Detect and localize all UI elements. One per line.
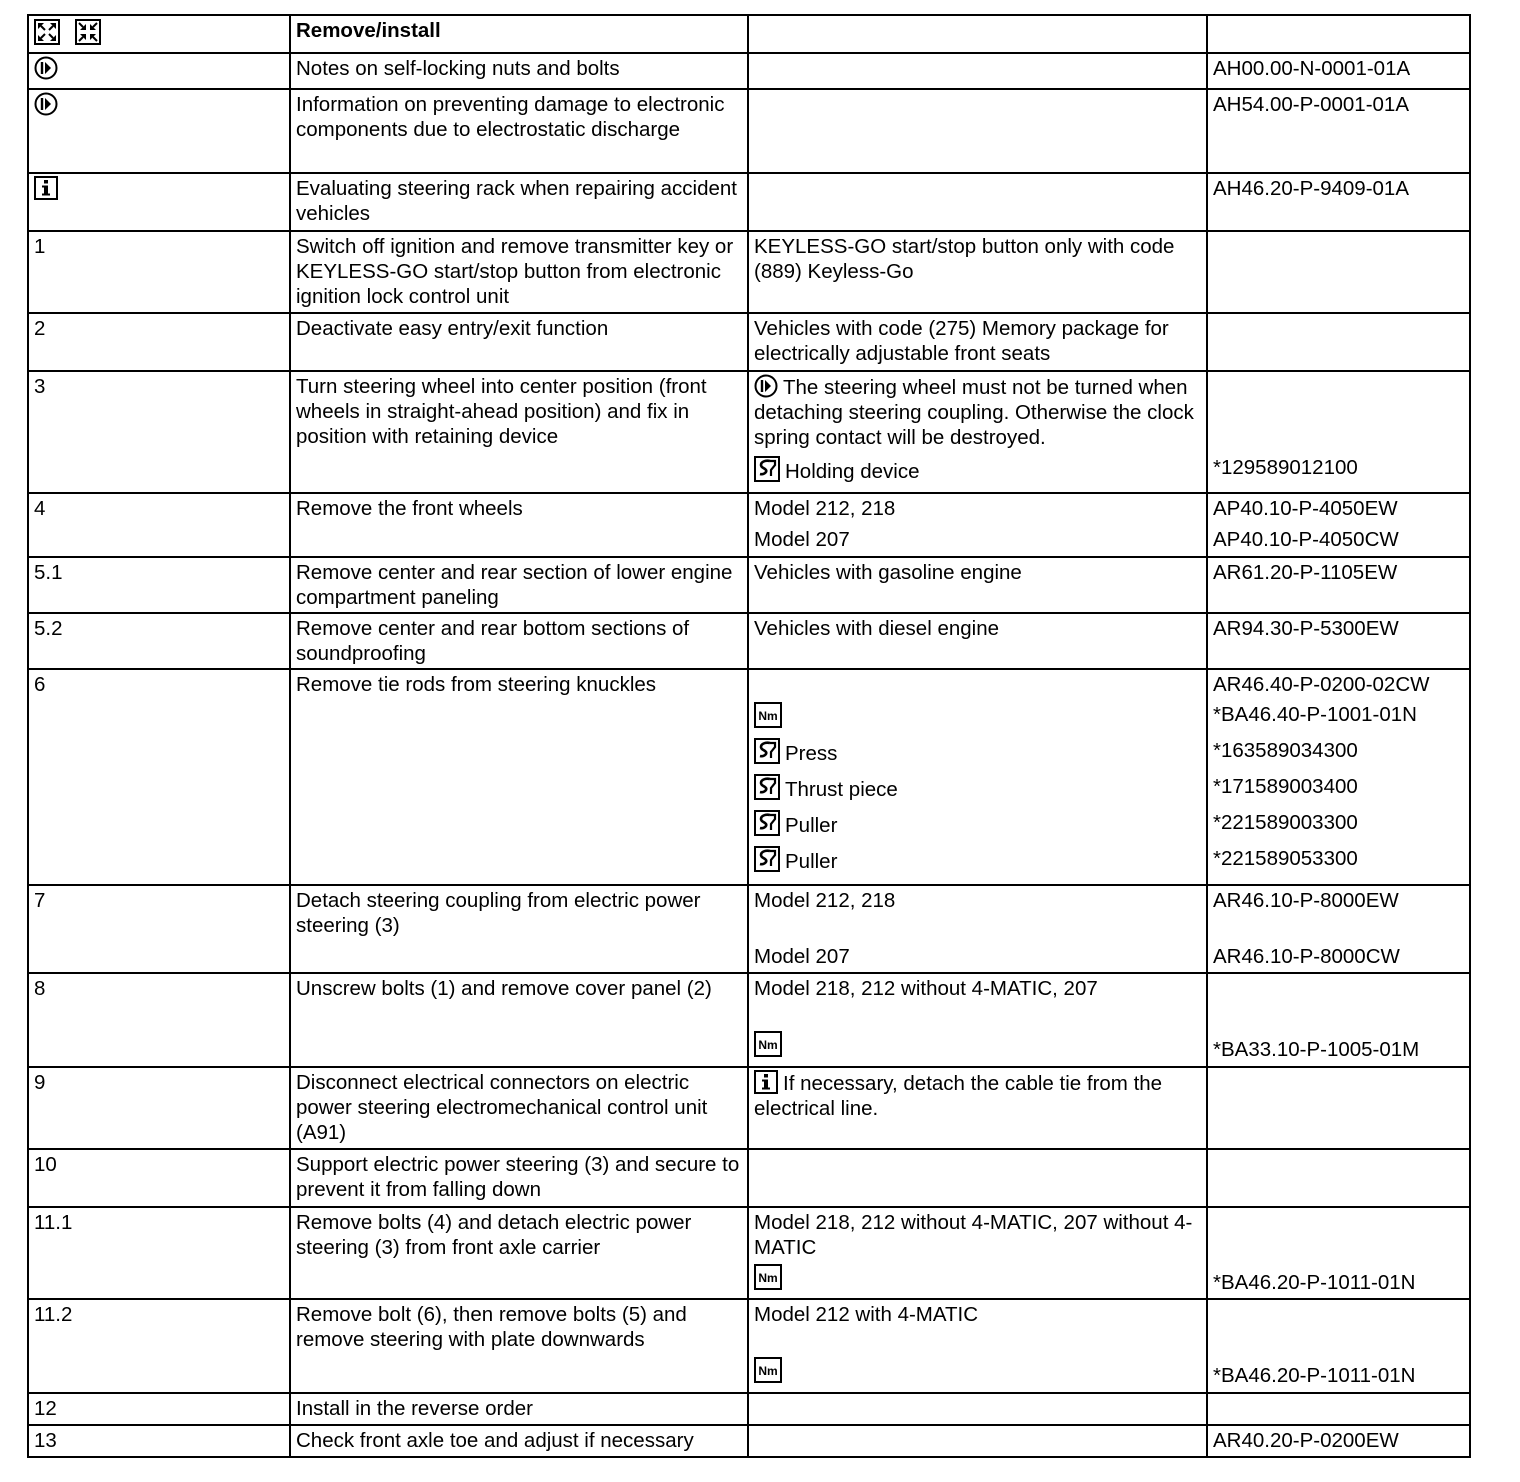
tool-label: Puller: [785, 850, 838, 873]
special-tool-icon[interactable]: [754, 738, 780, 764]
reference-cell: [1207, 1299, 1470, 1393]
step-number: 1: [34, 235, 46, 258]
instruction-text: Notes on self-locking nuts and bolts: [296, 57, 620, 80]
header-row: [28, 15, 1470, 53]
torque-reference: *BA46.20-P-1011-01N: [1213, 1271, 1416, 1294]
reference-cell: [1207, 613, 1470, 669]
step-number: 6: [34, 673, 46, 696]
note-cell: [748, 371, 1207, 493]
model-label: Model 212, 218: [754, 497, 896, 520]
tool-reference: *221589053300: [1213, 847, 1358, 870]
instruction-cell: [290, 1393, 748, 1425]
instruction-cell: [290, 231, 748, 313]
special-tool-icon[interactable]: [754, 846, 780, 872]
instruction-cell: [290, 1067, 748, 1149]
step-cell: [28, 973, 290, 1067]
note-cell: [748, 1149, 1207, 1207]
expand-icon[interactable]: [34, 19, 60, 45]
step-number: 10: [34, 1153, 57, 1176]
svg-text:Nm: Nm: [758, 709, 778, 723]
table-row: [28, 885, 1470, 973]
step-cell: [28, 1067, 290, 1149]
note-cell: [748, 613, 1207, 669]
step-cell: [28, 313, 290, 371]
step-cell: [28, 613, 290, 669]
step-cell: [28, 1299, 290, 1393]
instruction-text: Deactivate easy entry/exit function: [296, 317, 609, 340]
step-cell: [28, 173, 290, 231]
note-cell: [748, 89, 1207, 173]
torque-icon[interactable]: [754, 1031, 782, 1057]
reference-cell: [1207, 89, 1470, 173]
note-cell: [748, 1207, 1207, 1299]
torque-line: [754, 1264, 1201, 1292]
model-label: Model 207: [754, 528, 850, 551]
instruction-cell: [290, 313, 748, 371]
reference-cell: [1207, 371, 1470, 493]
torque-icon[interactable]: [754, 702, 782, 728]
instruction-text: Evaluating steering rack when repairing accident vehicles: [296, 177, 738, 225]
document-reference: AP40.10-P-4050CW: [1213, 528, 1399, 551]
reference-cell: [1207, 1149, 1470, 1207]
tool-line: [754, 810, 1201, 846]
note-text: Vehicles with diesel engine: [754, 617, 1000, 640]
reference-cell: [1207, 669, 1470, 885]
torque-reference: *BA46.40-P-1001-01N: [1213, 703, 1417, 726]
document-reference: AR46.10-P-8000EW: [1213, 889, 1399, 912]
torque-line: [754, 1031, 1201, 1059]
reference-cell: [1207, 1207, 1470, 1299]
torque-reference: *BA46.20-P-1011-01N: [1213, 1364, 1416, 1387]
instruction-text: Remove center and rear bottom sections of soundproofing: [296, 617, 690, 665]
torque-icon[interactable]: [754, 1357, 782, 1383]
document-reference: AH54.00-P-0001-01A: [1213, 93, 1410, 116]
step-number: 3: [34, 375, 46, 398]
reference-cell: [1207, 1067, 1470, 1149]
header-icons-cell: [28, 15, 290, 53]
special-tool-icon[interactable]: [754, 774, 780, 800]
instruction-cell: [290, 669, 748, 885]
note-cell: [748, 973, 1207, 1067]
note-cell: [748, 1299, 1207, 1393]
step-cell: [28, 89, 290, 173]
step-cell: [28, 1207, 290, 1299]
svg-text:Nm: Nm: [758, 1038, 778, 1052]
collapse-icon[interactable]: [75, 19, 101, 45]
reference-cell: [1207, 173, 1470, 231]
header-blank: [748, 15, 1207, 53]
model-label: Model 207: [754, 945, 850, 968]
step-number: 12: [34, 1397, 57, 1420]
reference-cell: [1207, 1425, 1470, 1457]
spacer: [1213, 913, 1464, 944]
instruction-text: Install in the reverse order: [296, 1397, 534, 1420]
instruction-text: Remove center and rear section of lower engine compartment paneling: [296, 561, 733, 609]
document-reference: AH00.00-N-0001-01A: [1213, 57, 1411, 80]
svg-text:Nm: Nm: [758, 1271, 778, 1285]
instruction-cell: [290, 1425, 748, 1457]
table-row: [28, 53, 1470, 89]
table-row: [28, 613, 1470, 669]
step-number: 5.2: [34, 617, 63, 640]
spacer: [1213, 374, 1464, 455]
tool-line: [754, 846, 1201, 882]
tool-reference: *163589034300: [1213, 739, 1358, 762]
note-cell: [748, 1067, 1207, 1149]
step-number: 8: [34, 977, 46, 1000]
tool-line: [754, 456, 1201, 484]
torque-icon[interactable]: [754, 1264, 782, 1290]
svg-text:Nm: Nm: [758, 1364, 778, 1378]
table-row: [28, 1299, 1470, 1393]
instruction-cell: [290, 89, 748, 173]
instruction-cell: [290, 613, 748, 669]
note-cell: [748, 173, 1207, 231]
table-row: [28, 313, 1470, 371]
instruction-cell: [290, 371, 748, 493]
note-text: KEYLESS-GO start/stop button only with code (889) Keyless-Go: [754, 235, 1175, 283]
document-reference: AR46.40-P-0200-02CW: [1213, 673, 1430, 696]
notice-icon[interactable]: [34, 92, 58, 116]
note-text: If necessary, detach the cable tie from the electrical line.: [754, 1072, 1163, 1120]
step-cell: [28, 1149, 290, 1207]
instruction-cell: [290, 885, 748, 973]
instruction-text: Unscrew bolts (1) and remove cover panel (2): [296, 977, 712, 1000]
instruction-text: Support electric power steering (3) and secure to prevent it from falling down: [296, 1153, 740, 1201]
step-number: 5.1: [34, 561, 63, 584]
table-row: [28, 1425, 1470, 1457]
tool-line: [754, 774, 1201, 810]
table-row: [28, 973, 1470, 1067]
table-row: [28, 173, 1470, 231]
note-cell: [748, 885, 1207, 973]
warning-note: [754, 374, 1201, 450]
step-number: 4: [34, 497, 46, 520]
spacer: [754, 1327, 1201, 1357]
note-cell: [748, 53, 1207, 89]
note-cell: [748, 669, 1207, 885]
instruction-text: Switch off ignition and remove transmitter key or KEYLESS-GO start/stop button from electronic ignition lock control unit: [296, 235, 734, 308]
instruction-cell: [290, 1299, 748, 1393]
reference-cell: [1207, 231, 1470, 313]
step-cell: [28, 1425, 290, 1457]
instruction-text: Disconnect electrical connectors on electric power steering electromechanical control unit (A91): [296, 1071, 708, 1144]
note-cell: [748, 313, 1207, 371]
note-cell: [748, 1393, 1207, 1425]
table-row: [28, 371, 1470, 493]
procedure-table: [27, 14, 1471, 1458]
info-icon[interactable]: [34, 176, 58, 200]
instruction-text: Remove bolt (6), then remove bolts (5) and remove steering with plate downwards: [296, 1303, 687, 1351]
spacer: [754, 672, 1201, 702]
note-cell: [748, 1425, 1207, 1457]
table-row: [28, 1207, 1470, 1299]
table-row: [28, 231, 1470, 313]
step-number: 2: [34, 317, 46, 340]
step-number: 11.2: [34, 1303, 73, 1326]
instruction-text: Information on preventing damage to electronic components due to electrostatic discharge: [296, 93, 725, 141]
document-reference: AP40.10-P-4050EW: [1213, 497, 1398, 520]
instruction-cell: [290, 1207, 748, 1299]
tool-label: Thrust piece: [785, 778, 898, 801]
spacer: [1213, 1210, 1464, 1270]
tool-reference: *171589003400: [1213, 775, 1358, 798]
torque-line: [754, 1357, 1201, 1385]
instruction-cell: [290, 53, 748, 89]
note-text: Vehicles with code (275) Memory package for electrically adjustable front seats: [754, 317, 1169, 365]
reference-cell: [1207, 53, 1470, 89]
table-row: [28, 1149, 1470, 1207]
spacer: [1213, 976, 1464, 1037]
instruction-cell: [290, 173, 748, 231]
notice-icon[interactable]: [754, 374, 778, 398]
notice-icon[interactable]: [34, 56, 58, 80]
step-cell: [28, 493, 290, 557]
spacer: [1213, 1302, 1464, 1363]
info-note: [754, 1070, 1201, 1121]
table-row: [28, 557, 1470, 613]
spacer: [754, 913, 1201, 944]
reference-cell: [1207, 557, 1470, 613]
step-cell: [28, 885, 290, 973]
document-reference: AH46.20-P-9409-01A: [1213, 177, 1410, 200]
note-text: Vehicles with gasoline engine: [754, 561, 1022, 584]
note-cell: [748, 493, 1207, 557]
note-cell: [748, 557, 1207, 613]
note-text: Model 218, 212 without 4-MATIC, 207: [754, 977, 1098, 1000]
reference-cell: [1207, 973, 1470, 1067]
info-icon[interactable]: [754, 1070, 778, 1094]
step-number: 9: [34, 1071, 46, 1094]
instruction-cell: [290, 493, 748, 557]
reference-cell: [1207, 1393, 1470, 1425]
step-number: 11.1: [34, 1211, 73, 1234]
document-reference: AR40.20-P-0200EW: [1213, 1429, 1399, 1452]
special-tool-icon[interactable]: [754, 810, 780, 836]
instruction-cell: [290, 973, 748, 1067]
step-number: 13: [34, 1429, 57, 1452]
instruction-text: Remove the front wheels: [296, 497, 523, 520]
instruction-cell: [290, 1149, 748, 1207]
step-cell: [28, 231, 290, 313]
instruction-text: Check front axle toe and adjust if necessary: [296, 1429, 694, 1452]
note-text: The steering wheel must not be turned when detaching steering coupling. Otherwise the clock spring contact will be destroyed.: [754, 376, 1194, 449]
header-title: Remove/install: [290, 15, 748, 53]
instruction-text: Remove bolts (4) and detach electric power steering (3) from front axle carrier: [296, 1211, 692, 1259]
table-row: [28, 1393, 1470, 1425]
special-tool-icon[interactable]: [754, 456, 780, 482]
instruction-text: Detach steering coupling from electric power steering (3): [296, 889, 701, 937]
tool-label: Holding device: [785, 460, 920, 483]
model-label: Model 212, 218: [754, 889, 896, 912]
instruction-text: Remove tie rods from steering knuckles: [296, 673, 657, 696]
document-reference: AR61.20-P-1105EW: [1213, 561, 1398, 584]
reference-cell: [1207, 493, 1470, 557]
step-cell: [28, 557, 290, 613]
torque-line: [754, 702, 1201, 738]
step-cell: [28, 1393, 290, 1425]
instruction-cell: [290, 557, 748, 613]
tool-reference: *221589003300: [1213, 811, 1358, 834]
spacer: [754, 1001, 1201, 1031]
reference-cell: [1207, 313, 1470, 371]
table-row: [28, 89, 1470, 173]
step-cell: [28, 53, 290, 89]
instruction-text: Turn steering wheel into center position (front wheels in straight-ahead position) and fix in position with retaining device: [296, 375, 707, 448]
note-text: Model 212 with 4-MATIC: [754, 1303, 979, 1326]
step-cell: [28, 669, 290, 885]
torque-reference: *BA33.10-P-1005-01M: [1213, 1038, 1420, 1061]
tool-line: [754, 738, 1201, 774]
note-cell: [748, 231, 1207, 313]
step-cell: [28, 371, 290, 493]
document-reference: AR94.30-P-5300EW: [1213, 617, 1399, 640]
table-row: [28, 1067, 1470, 1149]
tool-reference: *129589012100: [1213, 456, 1358, 479]
table-row: [28, 669, 1470, 885]
tool-label: Puller: [785, 814, 838, 837]
note-text: Model 218, 212 without 4-MATIC, 207 without 4-MATIC: [754, 1211, 1193, 1259]
step-number: 7: [34, 889, 46, 912]
table-row: [28, 493, 1470, 557]
reference-cell: [1207, 885, 1470, 973]
document-reference: AR46.10-P-8000CW: [1213, 945, 1400, 968]
header-blank: [1207, 15, 1470, 53]
tool-label: Press: [785, 742, 838, 765]
